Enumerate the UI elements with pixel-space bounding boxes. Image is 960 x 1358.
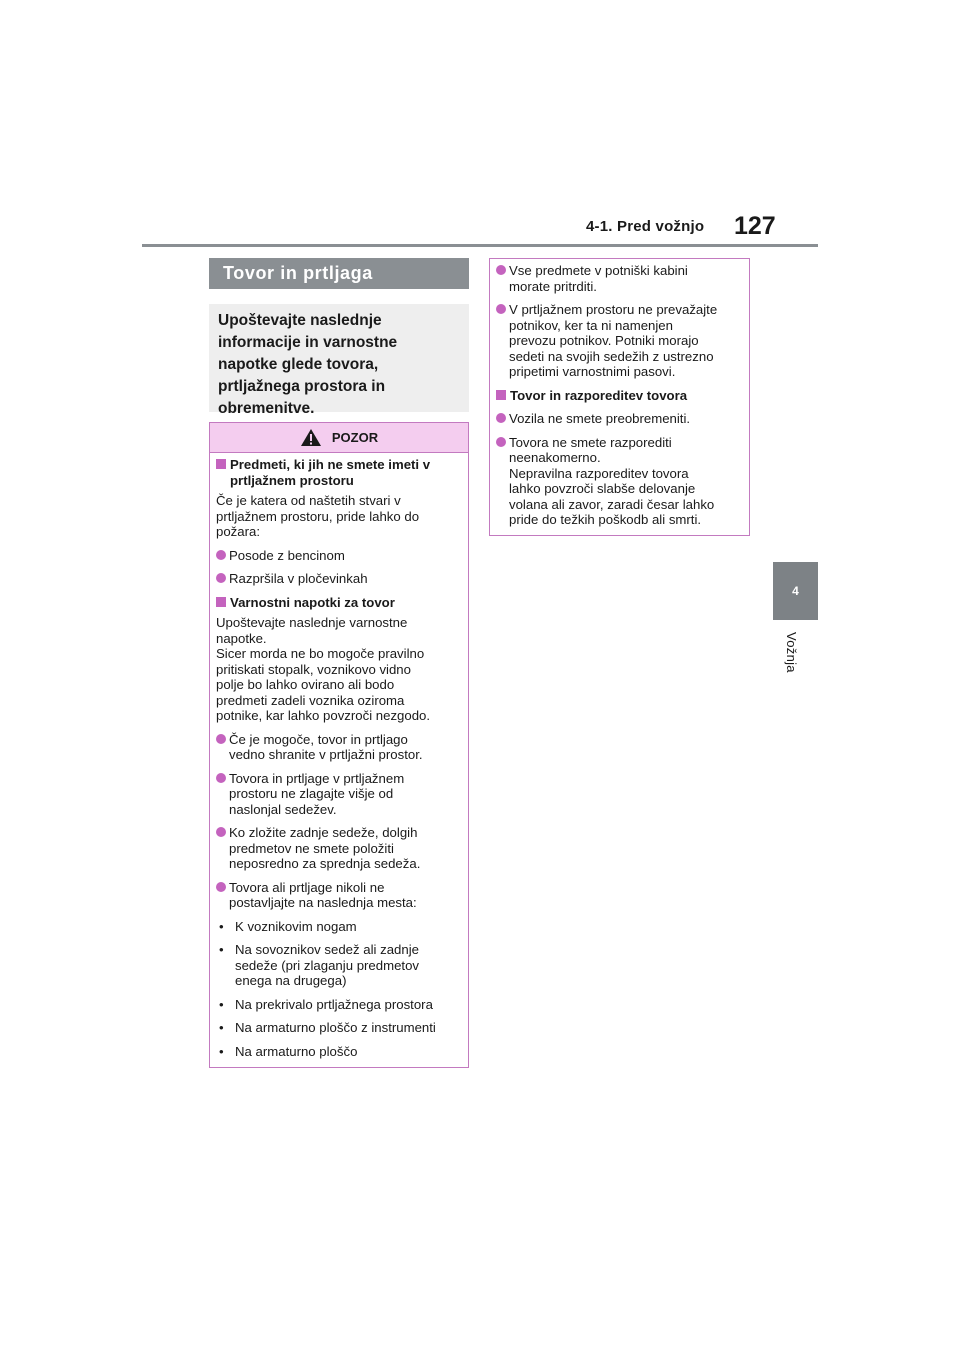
list-item-line: V prtljažnem prostoru ne prevažajte xyxy=(509,302,718,317)
list-item-line: vedno shranite v prtljažni prostor. xyxy=(229,747,423,762)
caution-subheading xyxy=(216,457,459,488)
list-item-line: lahko povzroči slabše delovanje xyxy=(509,481,696,496)
list-item-line: pripetimi varnostnimi pasovi. xyxy=(509,364,676,379)
list-item-line: prostoru ne zlagajte višje od xyxy=(229,786,394,801)
place-item-line: sedeže (pri zlaganju predmetov xyxy=(235,957,419,973)
list-item-line: Tovora ali prtljage nikoli ne xyxy=(229,879,385,895)
square-bullet-icon xyxy=(496,390,506,400)
list-item-line: Nepravilna razporeditev tovora xyxy=(509,465,689,481)
list-item-text: Vozila ne smete preobremeniti. xyxy=(509,411,691,426)
place-item xyxy=(216,1044,459,1060)
paragraph-line: potnike, kar lahko povzroči nezgodo. xyxy=(216,708,431,723)
list-item-text xyxy=(229,880,417,911)
page-header-section: 4-1. Pred vožnjo xyxy=(586,218,705,235)
caution-box xyxy=(209,422,469,1068)
list-item xyxy=(216,548,459,564)
list-item-text xyxy=(509,302,717,380)
list-item-text xyxy=(229,732,423,763)
list-item-text xyxy=(509,263,688,294)
paragraph-line: prtljažnem prostoru, pride lahko do xyxy=(216,508,420,524)
list-item-line: prevozu potnikov. Potniki morajo xyxy=(509,333,699,348)
list-item xyxy=(216,571,459,587)
dot-bullet-icon: • xyxy=(219,918,224,934)
subheading-text: Varnostni napotki za tovor xyxy=(230,594,395,610)
round-bullet-icon xyxy=(216,882,226,892)
place-item-text: Na armaturno ploščo z instrumenti xyxy=(235,1020,436,1035)
header-rule xyxy=(142,244,818,247)
list-item xyxy=(216,880,459,911)
list-item xyxy=(216,825,459,872)
list-item-line: sedeti na svojih sedežih z ustrezno xyxy=(509,348,714,364)
list-item-line: naslonjal sedežev. xyxy=(229,801,337,817)
round-bullet-icon xyxy=(496,304,506,314)
round-bullet-icon xyxy=(496,265,506,275)
place-item-text xyxy=(235,942,419,989)
round-bullet-icon xyxy=(496,413,506,423)
subheading-text: Tovor in razporeditev tovora xyxy=(510,387,688,403)
paragraph-line: Upoštevajte naslednje varnostne xyxy=(216,615,408,630)
list-item xyxy=(216,732,459,763)
left-column xyxy=(209,258,469,1068)
subheading-line: Predmeti, ki jih ne smete imeti v xyxy=(230,457,431,472)
list-item-line: Če je mogoče, tovor in prtljago xyxy=(229,731,408,747)
intro-line: obremenitve. xyxy=(218,400,315,417)
list-item-line: volana ali zavor, zaradi česar lahko xyxy=(509,496,715,512)
intro-line: informacije in varnostne xyxy=(218,334,398,351)
chapter-number: 4 xyxy=(792,584,799,598)
paragraph-line: požara: xyxy=(216,524,260,539)
caution-label: POZOR xyxy=(331,430,379,445)
subheading-line: prtljažnem prostoru xyxy=(230,472,354,488)
place-item-text: K voznikovim nogam xyxy=(235,918,357,934)
right-column xyxy=(489,258,750,536)
round-bullet-icon xyxy=(216,773,226,783)
paragraph-line: polje bo lahko ovirano ali bodo xyxy=(216,677,395,692)
page-number: 127 xyxy=(734,212,776,240)
place-item-text: Na armaturno ploščo xyxy=(235,1043,358,1059)
intro-line: napotke glede tovora, xyxy=(218,356,379,373)
paragraph-line: predmeti zadeli voznika oziroma xyxy=(216,692,405,708)
round-bullet-icon xyxy=(216,827,226,837)
list-item-line: Vse predmete v potniški kabini xyxy=(509,263,688,278)
place-item-text: Na prekrivalo prtljažnega prostora xyxy=(235,996,433,1012)
list-item-line: postavljajte na naslednja mesta: xyxy=(229,895,417,910)
list-item-line: neenakomerno. xyxy=(509,450,601,465)
round-bullet-icon xyxy=(496,437,506,447)
list-item xyxy=(496,435,740,528)
list-item xyxy=(496,302,740,380)
list-item-line: Tovora in prtljage v prtljažnem xyxy=(229,770,405,786)
square-bullet-icon xyxy=(216,459,226,469)
subheading-text xyxy=(230,457,430,488)
square-bullet-icon xyxy=(216,597,226,607)
list-item xyxy=(496,411,740,427)
intro-line: Upoštevajte naslednje xyxy=(218,312,382,329)
list-item-line: morate pritrditi. xyxy=(509,278,597,294)
caution-continued-box xyxy=(489,258,750,536)
list-item-text: Razpršila v pločevinkah xyxy=(229,571,368,586)
list-item xyxy=(496,263,740,294)
caution-body xyxy=(210,453,468,1067)
list-item-text: Posode z bencinom xyxy=(229,547,345,563)
paragraph-line: Sicer morda ne bo mogoče pravilno xyxy=(216,646,425,661)
place-item-line: enega na drugega) xyxy=(235,973,347,988)
paragraph-line: Če je katera od naštetih stvari v xyxy=(216,493,401,508)
dot-bullet-icon: • xyxy=(219,1043,224,1059)
place-item-line: Na sovoznikov sedež ali zadnje xyxy=(235,942,419,957)
list-item-line: Ko zložite zadnje sedeže, dolgih xyxy=(229,825,418,840)
caution-header xyxy=(210,423,468,453)
caution-paragraph xyxy=(216,493,459,540)
caution-paragraph xyxy=(216,615,459,724)
list-item-text xyxy=(229,825,420,872)
list-item-text xyxy=(509,435,714,528)
place-item xyxy=(216,997,459,1013)
paragraph-line: napotke. xyxy=(216,630,267,646)
list-item-line: predmetov ne smete položiti xyxy=(229,840,394,856)
round-bullet-icon xyxy=(216,734,226,744)
warning-triangle-icon xyxy=(300,428,322,447)
intro-line: prtljažnega prostora in xyxy=(218,378,386,395)
chapter-tab xyxy=(773,562,818,620)
place-item xyxy=(216,942,459,989)
dot-bullet-icon: • xyxy=(219,1020,224,1035)
chapter-name: Vožnja xyxy=(784,632,799,673)
list-item-line: Tovora ne smete razporediti xyxy=(509,434,672,450)
round-bullet-icon xyxy=(216,550,226,560)
list-item-line: potnikov, ker ta ni namenjen xyxy=(509,317,673,333)
intro-box xyxy=(209,304,469,417)
list-item-line: neposredno za sprednja sedeža. xyxy=(229,856,421,871)
list-item-text xyxy=(229,771,404,818)
caution-subheading xyxy=(216,595,459,611)
round-bullet-icon xyxy=(216,573,226,583)
section-title: Tovor in prtljaga xyxy=(209,258,469,289)
paragraph-line: pritiskati stopalk, voznikovo vidno xyxy=(216,661,411,677)
place-item xyxy=(216,919,459,935)
list-item-line: pride do težkih poškodb ali smrti. xyxy=(509,512,702,527)
caution-subheading xyxy=(496,388,740,404)
place-item xyxy=(216,1020,459,1036)
list-item xyxy=(216,771,459,818)
dot-bullet-icon: • xyxy=(219,942,224,957)
dot-bullet-icon: • xyxy=(219,996,224,1012)
